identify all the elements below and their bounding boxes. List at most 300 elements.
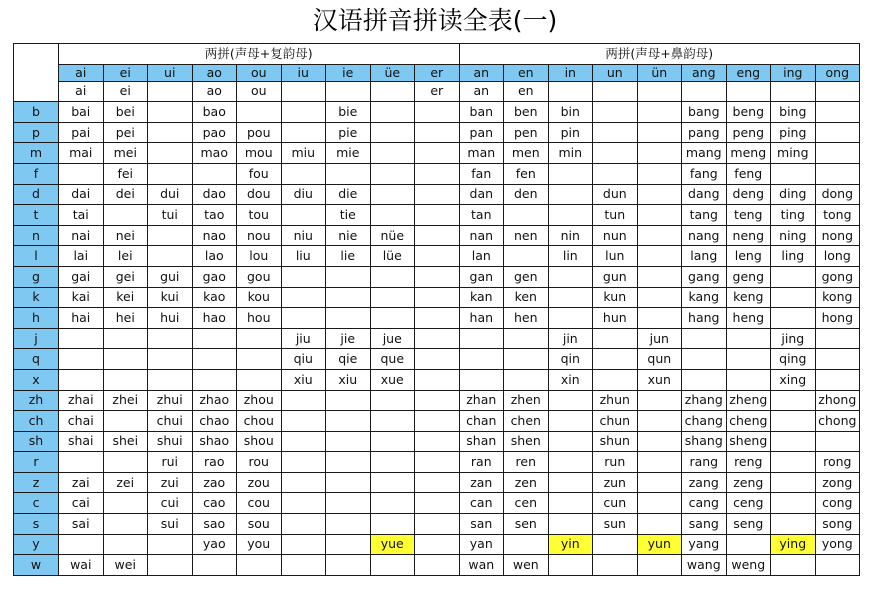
syllable-cell: keng — [726, 287, 771, 308]
final-header: un — [593, 64, 638, 81]
syllable-cell: han — [459, 308, 504, 329]
syllable-cell — [281, 102, 326, 123]
syllable-cell — [192, 555, 237, 576]
syllable-cell: sao — [192, 514, 237, 535]
syllable-cell: hei — [103, 308, 148, 329]
syllable-cell: sou — [237, 514, 282, 535]
initial-label: m — [14, 143, 59, 164]
syllable-cell: kai — [59, 287, 104, 308]
initial-row — [14, 349, 860, 370]
syllable-cell: mai — [59, 143, 104, 164]
syllable-cell — [771, 411, 816, 432]
syllable-cell — [103, 534, 148, 555]
syllable-cell — [192, 328, 237, 349]
syllable-cell: ben — [504, 102, 549, 123]
syllable-cell: ran — [459, 452, 504, 473]
syllable-cell — [415, 246, 460, 267]
syllable-cell: yang — [682, 534, 727, 555]
syllable-cell: gang — [682, 266, 727, 287]
final-header: ui — [148, 64, 193, 81]
syllable-cell — [148, 143, 193, 164]
initial-row — [14, 225, 860, 246]
syllable-cell — [726, 349, 771, 370]
syllable-cell: ren — [504, 452, 549, 473]
syllable-cell — [192, 163, 237, 184]
syllable-cell: pao — [192, 122, 237, 143]
syllable-cell: ying — [771, 534, 816, 555]
syllable-cell: xin — [548, 369, 593, 390]
syllable-cell — [548, 390, 593, 411]
syllable-cell: dou — [237, 184, 282, 205]
syllable-cell — [103, 349, 148, 370]
syllable-cell — [281, 452, 326, 473]
syllable-cell: zou — [237, 472, 282, 493]
syllable-cell — [415, 431, 460, 452]
syllable-cell — [415, 122, 460, 143]
syllable-cell — [548, 555, 593, 576]
initial-row — [14, 163, 860, 184]
initial-row — [14, 143, 860, 164]
syllable-cell: chan — [459, 411, 504, 432]
initial-label: r — [14, 452, 59, 473]
syllable-cell: chui — [148, 411, 193, 432]
syllable-cell: cun — [593, 493, 638, 514]
syllable-cell — [281, 308, 326, 329]
syllable-cell — [148, 369, 193, 390]
syllable-cell: sai — [59, 514, 104, 535]
syllable-cell: pang — [682, 122, 727, 143]
syllable-cell — [370, 308, 415, 329]
initial-row — [14, 308, 860, 329]
syllable-cell — [59, 452, 104, 473]
syllable-cell — [192, 369, 237, 390]
syllable-cell: meng — [726, 143, 771, 164]
final-header: an — [459, 64, 504, 81]
syllable-cell — [326, 390, 371, 411]
syllable-cell: shao — [192, 431, 237, 452]
syllable-cell — [548, 287, 593, 308]
syllable-cell — [415, 493, 460, 514]
syllable-cell: wai — [59, 555, 104, 576]
syllable-cell: heng — [726, 308, 771, 329]
syllable-cell: diu — [281, 184, 326, 205]
syllable-cell — [593, 369, 638, 390]
syllable-cell: cheng — [726, 411, 771, 432]
syllable-cell: fou — [237, 163, 282, 184]
syllable-cell — [237, 555, 282, 576]
syllable-cell: kou — [237, 287, 282, 308]
syllable-cell — [326, 431, 371, 452]
syllable-cell: nei — [103, 225, 148, 246]
syllable-cell — [415, 266, 460, 287]
syllable-cell: yao — [192, 534, 237, 555]
initial-label: l — [14, 246, 59, 267]
initial-row — [14, 122, 860, 143]
syllable-cell — [459, 369, 504, 390]
syllable-cell: seng — [726, 514, 771, 535]
syllable-cell: hun — [593, 308, 638, 329]
syllable-cell: ban — [459, 102, 504, 123]
syllable-cell — [682, 369, 727, 390]
initial-row — [14, 431, 860, 452]
syllable-cell — [637, 102, 682, 123]
syllable-cell — [593, 328, 638, 349]
initial-label: h — [14, 308, 59, 329]
initial-label: p — [14, 122, 59, 143]
syllable-cell — [281, 472, 326, 493]
syllable-cell: lan — [459, 246, 504, 267]
final-header: en — [504, 64, 549, 81]
syllable-cell — [815, 163, 860, 184]
syllable-cell: min — [548, 143, 593, 164]
syllable-cell: tao — [192, 205, 237, 226]
syllable-cell — [237, 369, 282, 390]
syllable-cell — [370, 266, 415, 287]
syllable-cell — [771, 431, 816, 452]
syllable-cell: jin — [548, 328, 593, 349]
syllable-cell: dao — [192, 184, 237, 205]
syllable-cell — [637, 431, 682, 452]
syllable-cell — [637, 205, 682, 226]
syllable-cell: cui — [148, 493, 193, 514]
syllable-cell: kui — [148, 287, 193, 308]
syllable-cell — [504, 328, 549, 349]
syllable-cell — [637, 493, 682, 514]
syllable-cell — [103, 411, 148, 432]
initial-row — [14, 184, 860, 205]
syllable-cell: chun — [593, 411, 638, 432]
syllable-cell: teng — [726, 205, 771, 226]
syllable-cell: kan — [459, 287, 504, 308]
syllable-cell: sun — [593, 514, 638, 535]
syllable-cell: cou — [237, 493, 282, 514]
syllable-cell: nie — [326, 225, 371, 246]
syllable-cell: wei — [103, 555, 148, 576]
syllable-cell: rong — [815, 452, 860, 473]
syllable-cell — [593, 349, 638, 370]
syllable-cell: lai — [59, 246, 104, 267]
syllable-cell — [637, 287, 682, 308]
syllable-cell — [593, 122, 638, 143]
syllable-cell: zhui — [148, 390, 193, 411]
syllable-cell: wen — [504, 555, 549, 576]
syllable-cell: xiu — [326, 369, 371, 390]
syllable-cell — [148, 349, 193, 370]
syllable-cell — [815, 349, 860, 370]
syllable-cell: xue — [370, 369, 415, 390]
syllable-cell: yan — [459, 534, 504, 555]
syllable-cell: yong — [815, 534, 860, 555]
syllable-cell — [415, 390, 460, 411]
syllable-cell: fang — [682, 163, 727, 184]
syllable-cell: jiu — [281, 328, 326, 349]
standalone-syllable-cell: er — [415, 81, 460, 102]
syllable-cell: tun — [593, 205, 638, 226]
syllable-cell — [59, 163, 104, 184]
syllable-cell — [326, 514, 371, 535]
syllable-cell: nen — [504, 225, 549, 246]
syllable-cell — [370, 390, 415, 411]
syllable-cell — [415, 163, 460, 184]
syllable-cell: zao — [192, 472, 237, 493]
syllable-cell: man — [459, 143, 504, 164]
syllable-cell — [326, 452, 371, 473]
syllable-cell — [370, 205, 415, 226]
syllable-cell — [504, 534, 549, 555]
syllable-cell: ning — [771, 225, 816, 246]
syllable-cell: shan — [459, 431, 504, 452]
syllable-cell — [281, 122, 326, 143]
syllable-cell: yue — [370, 534, 415, 555]
syllable-cell: mao — [192, 143, 237, 164]
syllable-cell: nou — [237, 225, 282, 246]
initial-label: y — [14, 534, 59, 555]
syllable-cell — [415, 184, 460, 205]
syllable-cell: qie — [326, 349, 371, 370]
syllable-cell: deng — [726, 184, 771, 205]
syllable-cell: cen — [504, 493, 549, 514]
syllable-cell — [637, 163, 682, 184]
initial-row — [14, 328, 860, 349]
syllable-cell: lou — [237, 246, 282, 267]
syllable-cell — [281, 266, 326, 287]
syllable-cell: ceng — [726, 493, 771, 514]
standalone-syllable-cell: ou — [237, 81, 282, 102]
syllable-cell — [415, 555, 460, 576]
final-header: eng — [726, 64, 771, 81]
syllable-cell: tang — [682, 205, 727, 226]
final-header: er — [415, 64, 460, 81]
syllable-cell: que — [370, 349, 415, 370]
standalone-syllable-cell — [326, 81, 371, 102]
syllable-cell: pen — [504, 122, 549, 143]
syllable-cell — [815, 102, 860, 123]
final-header: ing — [771, 64, 816, 81]
syllable-cell: tui — [148, 205, 193, 226]
syllable-cell: gui — [148, 266, 193, 287]
syllable-cell: tie — [326, 205, 371, 226]
syllable-cell: kun — [593, 287, 638, 308]
syllable-cell: hang — [682, 308, 727, 329]
syllable-cell: gun — [593, 266, 638, 287]
syllable-cell — [459, 349, 504, 370]
syllable-cell: qing — [771, 349, 816, 370]
syllable-cell: bang — [682, 102, 727, 123]
standalone-syllable-cell: ao — [192, 81, 237, 102]
syllable-cell — [548, 266, 593, 287]
standalone-syllable-cell — [637, 81, 682, 102]
syllable-cell: dang — [682, 184, 727, 205]
syllable-cell: dai — [59, 184, 104, 205]
syllable-cell: bei — [103, 102, 148, 123]
syllable-cell: you — [237, 534, 282, 555]
syllable-cell — [548, 411, 593, 432]
syllable-cell — [370, 102, 415, 123]
syllable-cell — [148, 225, 193, 246]
syllable-cell — [637, 514, 682, 535]
syllable-cell — [237, 102, 282, 123]
syllable-cell — [326, 493, 371, 514]
page-title: 汉语拼音拼读全表(一) — [312, 6, 558, 35]
syllable-cell: sang — [682, 514, 727, 535]
syllable-cell — [548, 493, 593, 514]
syllable-cell — [682, 349, 727, 370]
initial-label: f — [14, 163, 59, 184]
initial-label: n — [14, 225, 59, 246]
syllable-cell — [504, 369, 549, 390]
standalone-syllable-cell — [815, 81, 860, 102]
initial-row — [14, 287, 860, 308]
syllable-cell — [548, 452, 593, 473]
initial-row — [14, 246, 860, 267]
syllable-cell: jun — [637, 328, 682, 349]
syllable-cell — [326, 308, 371, 329]
syllable-cell: dei — [103, 184, 148, 205]
syllable-cell: xing — [771, 369, 816, 390]
syllable-cell: ping — [771, 122, 816, 143]
syllable-cell — [103, 514, 148, 535]
syllable-cell: bie — [326, 102, 371, 123]
final-header: ong — [815, 64, 860, 81]
syllable-cell: fen — [504, 163, 549, 184]
syllable-cell: fan — [459, 163, 504, 184]
group-header-row — [14, 44, 860, 65]
syllable-cell: chen — [504, 411, 549, 432]
syllable-cell: sui — [148, 514, 193, 535]
syllable-cell: ken — [504, 287, 549, 308]
syllable-cell — [771, 390, 816, 411]
syllable-cell — [326, 555, 371, 576]
syllable-cell: rou — [237, 452, 282, 473]
syllable-cell: dan — [459, 184, 504, 205]
initial-label: c — [14, 493, 59, 514]
syllable-cell: pan — [459, 122, 504, 143]
syllable-cell: feng — [726, 163, 771, 184]
syllable-cell — [326, 266, 371, 287]
syllable-cell — [59, 534, 104, 555]
syllable-cell: zai — [59, 472, 104, 493]
standalone-syllable-row — [14, 81, 860, 102]
initial-label: sh — [14, 431, 59, 452]
initial-label: t — [14, 205, 59, 226]
syllable-cell — [415, 369, 460, 390]
syllable-cell: beng — [726, 102, 771, 123]
syllable-cell — [281, 411, 326, 432]
syllable-cell: chang — [682, 411, 727, 432]
syllable-cell: leng — [726, 246, 771, 267]
syllable-cell — [281, 493, 326, 514]
initial-label: z — [14, 472, 59, 493]
syllable-cell — [415, 534, 460, 555]
syllable-cell: men — [504, 143, 549, 164]
initial-label: d — [14, 184, 59, 205]
syllable-cell: geng — [726, 266, 771, 287]
pinyin-table — [13, 43, 860, 576]
syllable-cell — [771, 163, 816, 184]
finals-header-row — [14, 64, 860, 81]
syllable-cell — [281, 205, 326, 226]
syllable-cell: qin — [548, 349, 593, 370]
syllable-cell — [593, 555, 638, 576]
initial-row — [14, 411, 860, 432]
syllable-cell: zhan — [459, 390, 504, 411]
syllable-cell — [548, 431, 593, 452]
syllable-cell — [771, 555, 816, 576]
syllable-cell: pei — [103, 122, 148, 143]
syllable-cell — [548, 205, 593, 226]
syllable-cell — [771, 287, 816, 308]
syllable-cell — [415, 452, 460, 473]
standalone-syllable-cell — [771, 81, 816, 102]
syllable-cell — [726, 534, 771, 555]
syllable-cell — [415, 102, 460, 123]
syllable-cell: kong — [815, 287, 860, 308]
syllable-cell: cai — [59, 493, 104, 514]
syllable-cell: mie — [326, 143, 371, 164]
syllable-cell: cang — [682, 493, 727, 514]
syllable-cell: zei — [103, 472, 148, 493]
syllable-cell — [637, 184, 682, 205]
syllable-cell — [148, 246, 193, 267]
syllable-cell: shai — [59, 431, 104, 452]
syllable-cell: dun — [593, 184, 638, 205]
syllable-cell — [415, 472, 460, 493]
syllable-cell — [370, 452, 415, 473]
final-header: ün — [637, 64, 682, 81]
standalone-syllable-cell — [281, 81, 326, 102]
syllable-cell — [148, 534, 193, 555]
syllable-cell — [370, 122, 415, 143]
syllable-cell — [415, 205, 460, 226]
syllable-cell: shou — [237, 431, 282, 452]
syllable-cell: chao — [192, 411, 237, 432]
syllable-cell: pai — [59, 122, 104, 143]
syllable-cell — [370, 143, 415, 164]
initial-label: ch — [14, 411, 59, 432]
syllable-cell: ming — [771, 143, 816, 164]
syllable-cell — [192, 349, 237, 370]
syllable-cell: pin — [548, 122, 593, 143]
syllable-cell — [815, 328, 860, 349]
syllable-cell: rao — [192, 452, 237, 473]
syllable-cell — [637, 122, 682, 143]
syllable-cell — [548, 163, 593, 184]
syllable-cell: wang — [682, 555, 727, 576]
syllable-cell: bin — [548, 102, 593, 123]
syllable-cell — [370, 287, 415, 308]
syllable-cell: jie — [326, 328, 371, 349]
syllable-cell — [415, 143, 460, 164]
group-header-compound-finals: 两拼(声母+复韵母) — [59, 44, 460, 65]
syllable-cell: cao — [192, 493, 237, 514]
syllable-cell — [326, 287, 371, 308]
syllable-cell: yin — [548, 534, 593, 555]
standalone-syllable-cell — [370, 81, 415, 102]
syllable-cell — [637, 555, 682, 576]
syllable-cell — [281, 390, 326, 411]
syllable-cell — [237, 349, 282, 370]
syllable-cell: tong — [815, 205, 860, 226]
syllable-cell — [637, 472, 682, 493]
syllable-cell — [59, 369, 104, 390]
syllable-cell: mei — [103, 143, 148, 164]
syllable-cell — [148, 122, 193, 143]
syllable-cell: nun — [593, 225, 638, 246]
syllable-cell: shun — [593, 431, 638, 452]
syllable-cell: qun — [637, 349, 682, 370]
initial-row — [14, 555, 860, 576]
syllable-cell: cong — [815, 493, 860, 514]
